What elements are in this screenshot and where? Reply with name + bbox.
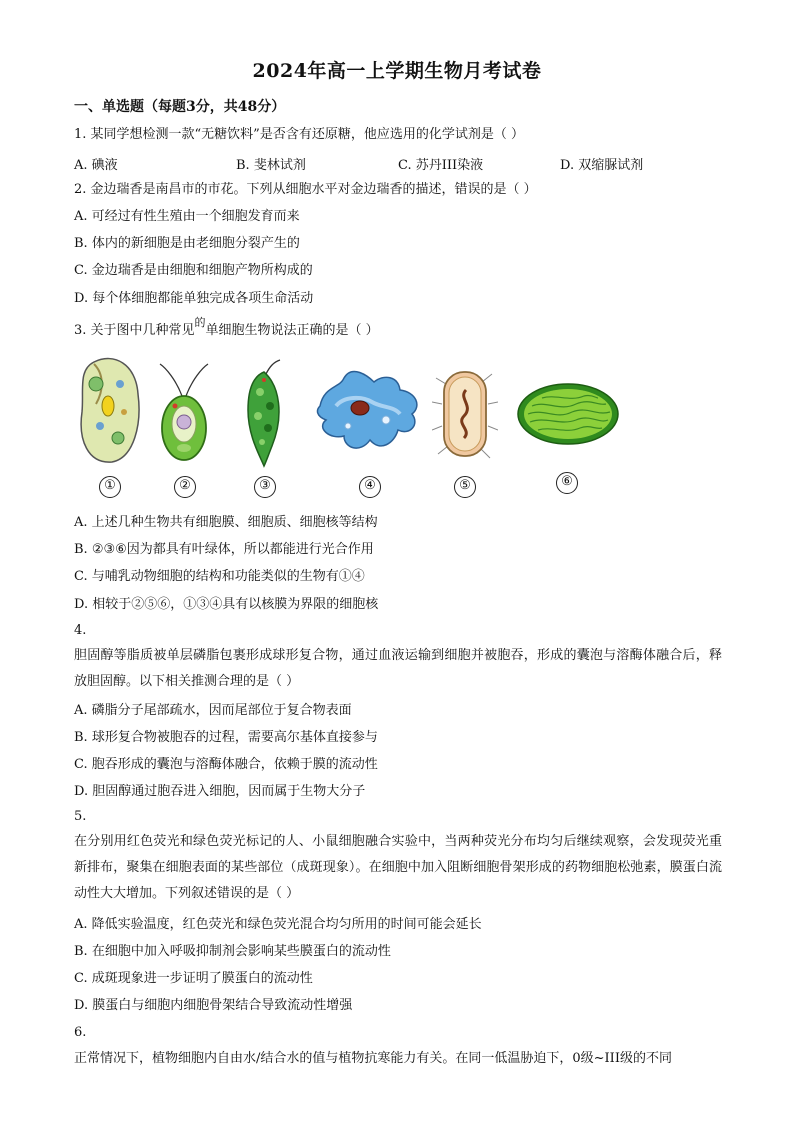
- figure-label-4: ④: [359, 476, 381, 498]
- question-2-option-d: D. 每个体细胞都能单独完成各项生命活动: [74, 291, 314, 306]
- figure-label-5: ⑤: [454, 476, 476, 498]
- question-6-number: 6.: [74, 1025, 87, 1040]
- question-5-option-a: A. 降低实验温度，红色荧光和绿色荧光混合均匀所用的时间可能会延长: [74, 917, 482, 932]
- question-3-stem: [74, 316, 379, 340]
- figure-label-2: ②: [174, 476, 196, 498]
- section-heading: 一、单选题（每题3分，共48分）: [74, 99, 286, 115]
- question-4-option-c: C. 胞吞形成的囊泡与溶酶体融合，依赖于膜的流动性: [74, 757, 378, 772]
- question-5-option-c: C. 成斑现象进一步证明了膜蛋白的流动性: [74, 971, 313, 986]
- question-2-option-c: C. 金边瑞香是由细胞和细胞产物所构成的: [74, 263, 313, 278]
- question-2-stem: 2. 金边瑞香是南昌市的市花。下列从细胞水平对金边瑞香的描述，错误的是（ ）: [74, 182, 537, 197]
- question-4-option-d: D. 胆固醇通过胞吞进入细胞，因而属于生物大分子: [74, 784, 366, 799]
- question-4-number: 4.: [74, 623, 87, 638]
- question-1-option-c: C. 苏丹III染液: [398, 158, 484, 173]
- chlamydomonas-illustration: [156, 362, 212, 466]
- figure-label-1: ①: [99, 476, 121, 498]
- question-3-stem-part-2: 单细胞生物说法正确的是（ ）: [205, 323, 379, 338]
- figure-label-3: ③: [254, 476, 276, 498]
- question-3-option-d: D. 相较于②⑤⑥，①③④具有以核膜为界限的细胞核: [74, 597, 379, 612]
- question-5-option-d: D. 膜蛋白与细胞内细胞骨架结合导致流动性增强: [74, 998, 353, 1013]
- euglena-illustration: [240, 356, 290, 468]
- question-1-stem: 1. 某同学想检测一款“无糖饮料”是否含有还原糖，他应选用的化学试剂是（ ）: [74, 127, 524, 142]
- question-6-stem: 正常情况下，植物细胞内自由水/结合水的值与植物抗寒能力有关。在同一低温胁迫下，0级~III级的不同: [74, 1051, 672, 1066]
- amoeba-illustration: [314, 366, 424, 456]
- question-3-option-a: A. 上述几种生物共有细胞膜、细胞质、细胞核等结构: [74, 515, 378, 530]
- single-cell-organisms-figure: [70, 354, 650, 504]
- page-title: 2024年高一上学期生物月考试卷: [252, 60, 542, 82]
- question-5-number: 5.: [74, 809, 87, 824]
- question-1-option-b: B. 斐林试剂: [236, 158, 306, 173]
- question-1-option-a: A. 碘液: [74, 158, 118, 173]
- question-1-option-d: D. 双缩脲试剂: [560, 158, 644, 173]
- question-3-option-c: C. 与哺乳动物细胞的结构和功能类似的生物有①④: [74, 569, 365, 584]
- question-3-option-b: B. ②③⑥因为都具有叶绿体，所以都能进行光合作用: [74, 542, 374, 557]
- bacterium-illustration: [432, 364, 498, 464]
- figure-label-6: ⑥: [556, 472, 578, 494]
- question-3-stem-part-1: 3. 关于图中几种常见: [74, 323, 195, 338]
- question-4-option-b: B. 球形复合物被胞吞的过程，需要高尔基体直接参与: [74, 730, 378, 745]
- paramecium-illustration: [74, 354, 144, 466]
- question-2-option-b: B. 体内的新细胞是由老细胞分裂产生的: [74, 236, 300, 251]
- question-5-stem: 在分别用红色荧光和绿色荧光标记的人、小鼠细胞融合实验中，当两种荧光分布均匀后继续观察，会发现荧光重新排布，聚集在细胞表面的某些部位（成斑现象）。在细胞中加入阻断细胞骨架形成的药物细胞松弛素，膜蛋白流动性大大增加。下列叙述错误的是（ ）: [74, 834, 722, 901]
- chloroplast-illustration: [516, 382, 620, 446]
- question-4-stem: 胆固醇等脂质被单层磷脂包裹形成球形复合物，通过血液运输到细胞并被胞吞，形成的囊泡与溶酶体融合后，释放胆固醇。以下相关推测合理的是（ ）: [74, 648, 722, 689]
- question-5-option-b: B. 在细胞中加入呼吸抑制剂会影响某些膜蛋白的流动性: [74, 944, 391, 959]
- question-2-option-a: A. 可经过有性生殖由一个细胞发育而来: [74, 209, 300, 224]
- question-3-stem-superscript: 的: [194, 316, 206, 329]
- question-4-option-a: A. 磷脂分子尾部疏水，因而尾部位于复合物表面: [74, 703, 352, 718]
